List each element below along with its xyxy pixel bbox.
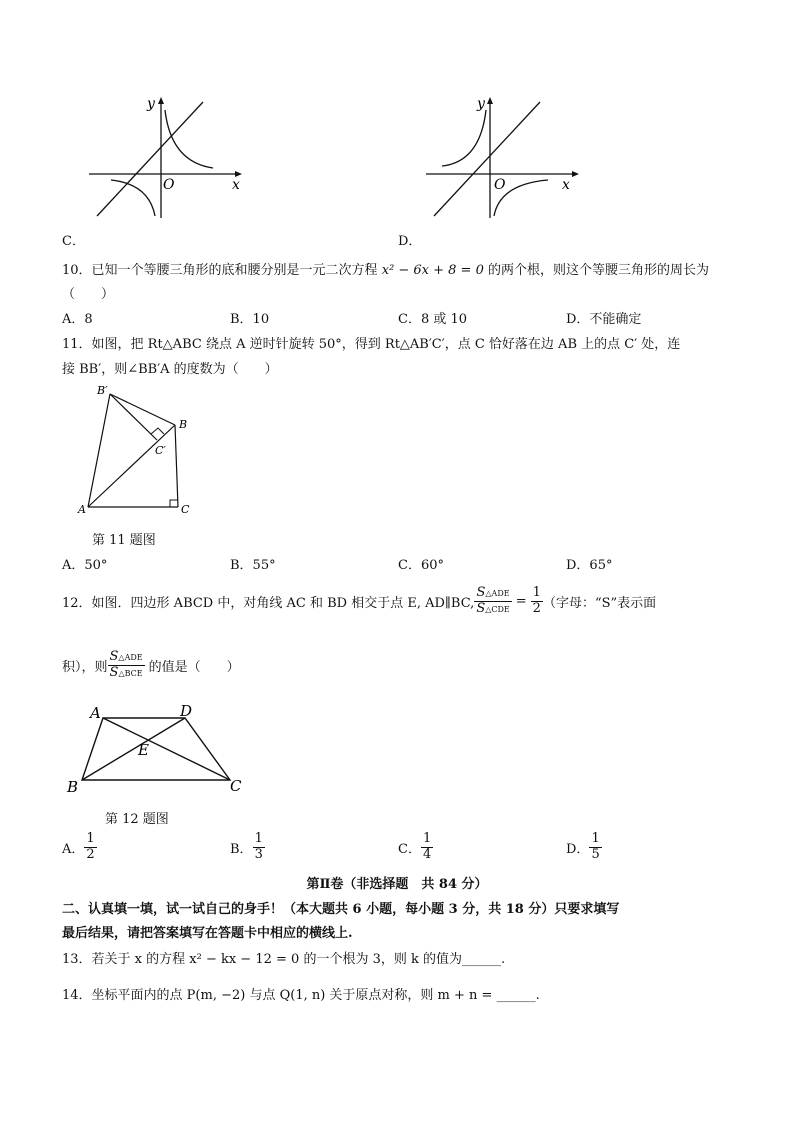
q11-stem-line2: 接 BB′，则∠BB′A 的度数为（ ） [62,362,278,377]
q12-option-a: A． $\frac{1}{2}$ [62,831,95,862]
label-a: A [90,704,101,722]
y-label: y [147,96,155,112]
q11-option-c: C．60° [398,558,444,573]
q10-stem-part2: 的两个根，则这个等腰三角形的周长为 [483,263,709,278]
q12-stem-c: 积），则 [62,659,108,675]
option-d-label: D． [398,234,422,249]
linear-graph [97,102,203,216]
q14-text: 14．坐标平面内的点 P(m, −2) 与点 Q(1, n) 关于原点对称，则 m + n = ______. [62,988,540,1003]
label-b: B [67,778,79,796]
q12-stem-a: 12．如图．四边形 ABCD 中，对角线 AC 和 BD 相交于点 E, AD∥BC, [62,595,475,611]
label-e: E [138,741,149,759]
q12-ratio-ade-cde: $\frac{\text{S△ADE}}{\text{S△CDE}}$ [476,585,510,616]
q12-stem-line2 [62,650,240,681]
x-label: x [232,177,240,193]
label-b-prime: B′ [97,384,108,397]
option-c-label: C． [62,234,85,249]
q12-stem-b: （字母：“S”表示面 [542,595,657,611]
section2-instruction-line1: 二、认真填一填，试一试自己的身手！（本大题共 6 小题，每小题 3 分，共 18 分）只要求填写 [62,902,620,917]
q12-figure [60,700,250,800]
y-axis-arrow [158,97,164,104]
y-axis-arrow [487,97,493,104]
q11-stem-line1: 11．如图，把 Rt△ABC 绕点 A 逆时针旋转 50°，得到 Rt△AB′C′，点 C 恰好落在边 AB 上的点 C′ 处，连 [62,337,681,352]
origin-label: O [163,177,175,193]
q12-caption: 第 12 题图 [105,812,169,827]
q12-option-c: C． $\frac{1}{4}$ [398,831,432,862]
q12-option-b: B． $\frac{1}{3}$ [230,831,263,862]
label-c-prime: C′ [155,444,166,457]
y-label: y [477,96,485,112]
q11-option-a: A．50° [62,558,108,573]
origin-label: O [494,177,506,193]
section2-instruction-line2: 最后结果，请把答案填写在答题卡中相应的横线上. [62,926,353,941]
q10-equation: x² − 6x + 8 = 0 [381,263,484,278]
q10-option-a: A．8 [62,312,93,327]
label-a: A [78,503,86,516]
q10-stem [62,259,709,278]
graph-c [85,92,255,222]
q12-one-half: $\frac{1}{2}$ [532,585,541,616]
section2-title: 第Ⅱ卷（非选择题 共 84 分） [306,877,488,892]
graph-d [422,92,592,222]
q13-text: 13．若关于 x 的方程 x² − kx − 12 = 0 的一个根为 3，则 k 的值为______. [62,952,506,967]
q10-option-c: C．8 或 10 [398,312,468,327]
q12-equals: = [515,593,527,609]
q10-option-d: D．不能确定 [566,312,642,327]
hyperbola-branch-lower [111,180,155,216]
label-d: D [180,702,193,720]
x-label: x [562,177,570,193]
x-axis-arrow [572,171,579,177]
q11-option-b: B．55° [230,558,276,573]
q11-option-d: D．65° [566,558,613,573]
hyperbola-branch-left [442,110,486,166]
linear-graph [434,102,540,216]
q10-option-b: B．10 [230,312,270,327]
q10-paren: （ ） [62,287,115,302]
label-b: B [179,418,188,431]
label-c: C [230,777,242,795]
hyperbola-branch-upper [165,110,213,168]
q12-ratio-ade-bce: $\frac{\text{S△ADE}}{\text{S△BCE}}$ [109,649,143,680]
label-c: C [181,503,190,516]
q11-caption: 第 11 题图 [92,533,156,548]
q10-stem-part1: 10．已知一个等腰三角形的底和腰分别是一元二次方程 [62,263,382,278]
q12-stem-d: 的值是（ ） [148,659,240,675]
q12-stem-line1 [62,586,656,617]
q12-option-d: D． $\frac{1}{5}$ [566,831,600,862]
q11-figure [70,382,210,522]
